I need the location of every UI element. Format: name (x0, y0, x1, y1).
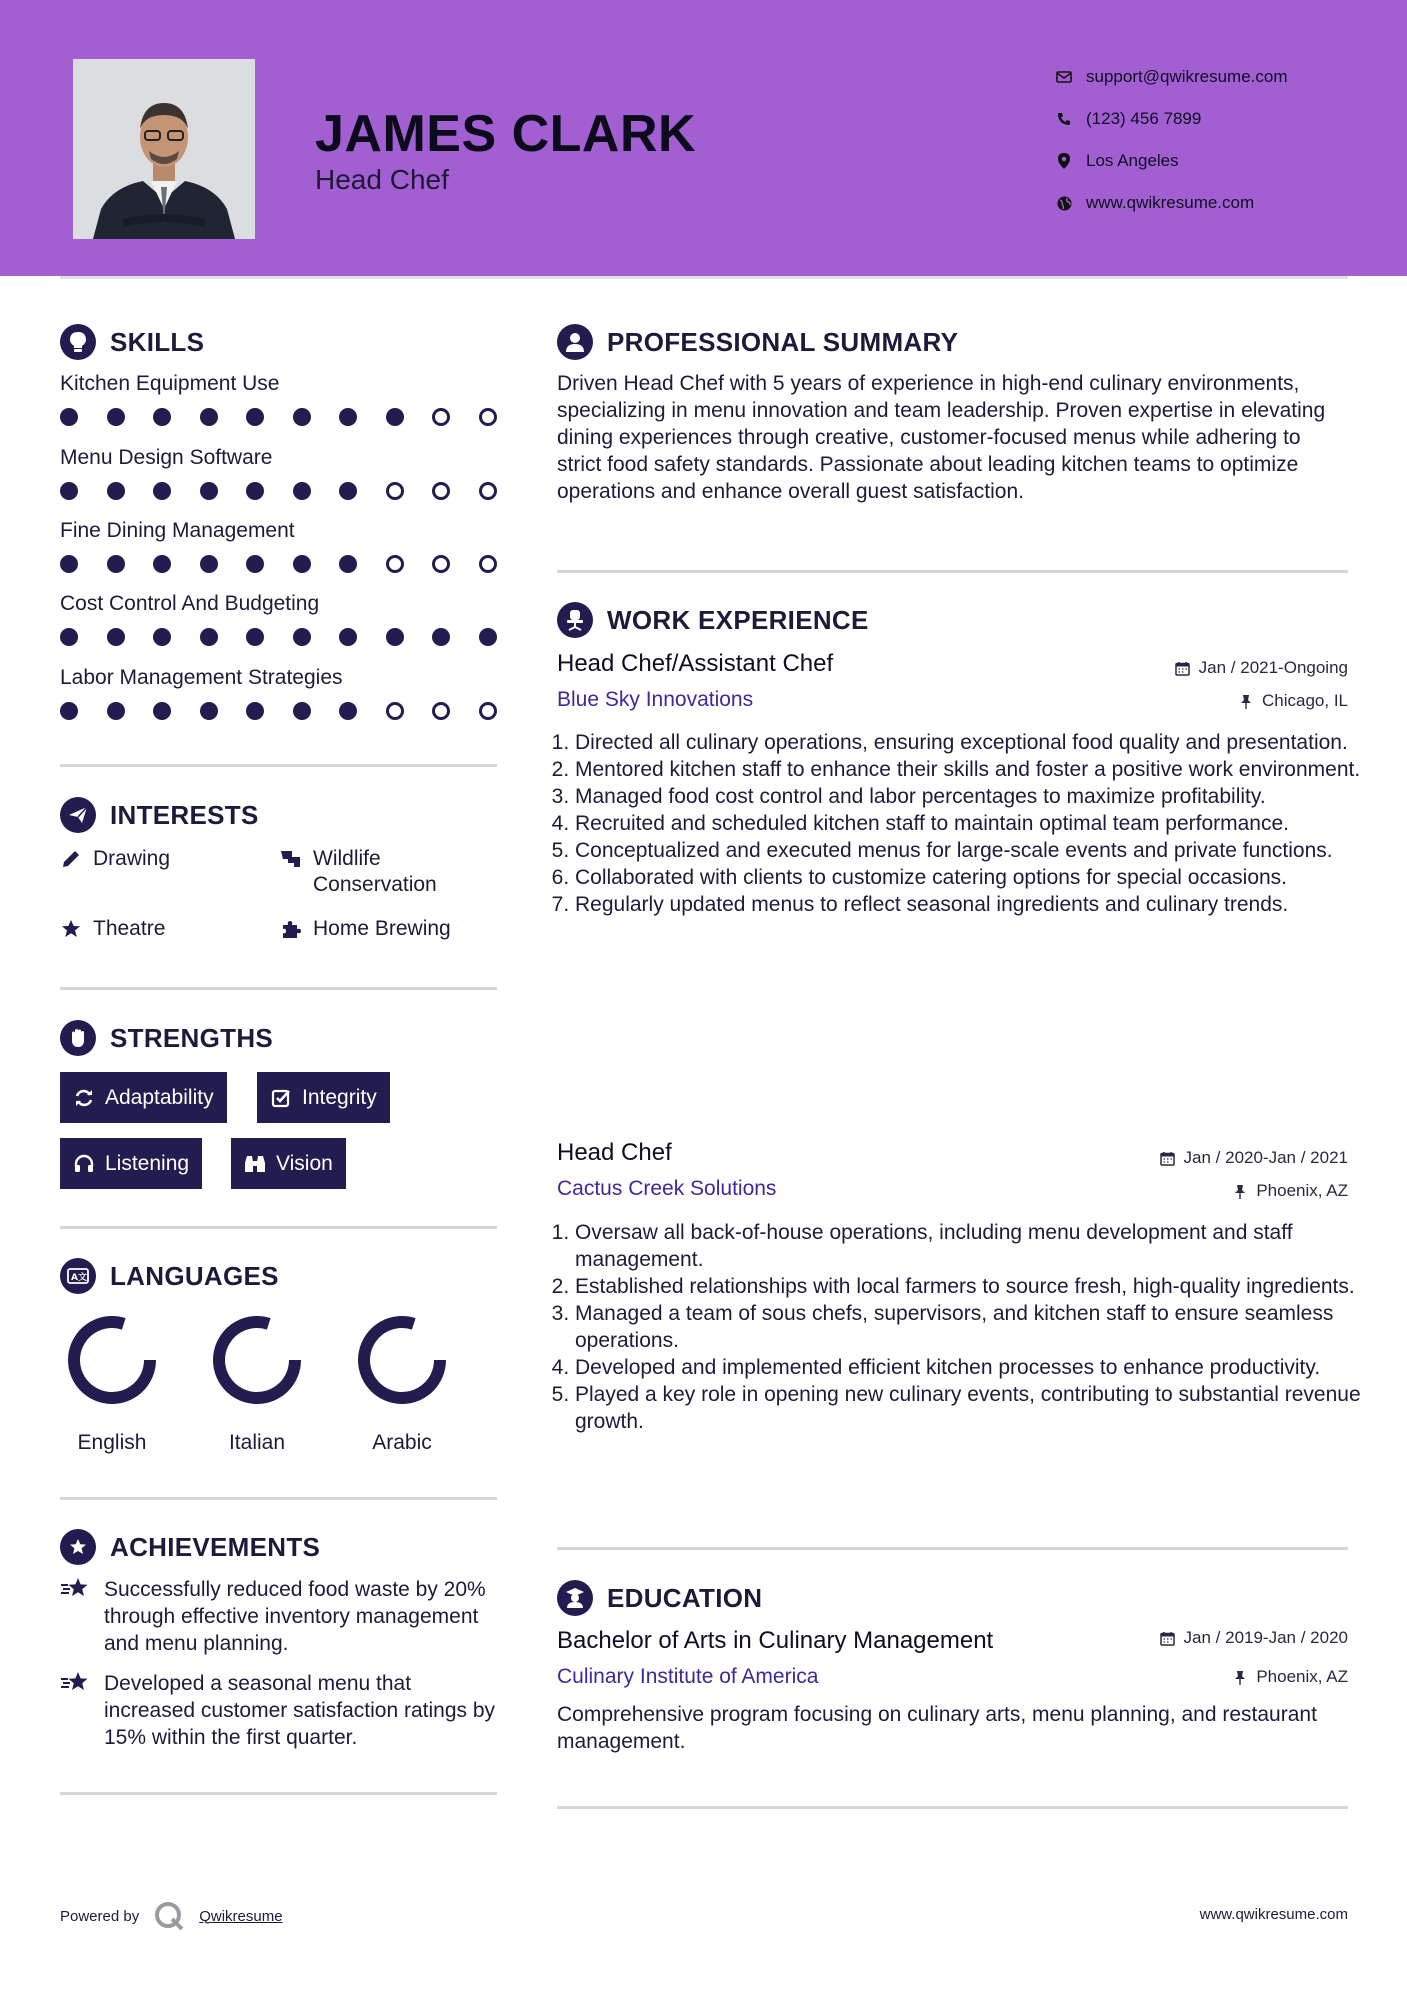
language-ring (62, 1310, 162, 1410)
job-dates (1160, 1148, 1348, 1168)
achievement-text: Developed a seasonal menu that increased customer satisfaction ratings by 15% within the first quarter. (104, 1672, 496, 1749)
education-dates-text: Jan / 2019-Jan / 2020 (1183, 1628, 1348, 1647)
rating-dot-filled (339, 555, 357, 573)
rating-dot-empty (432, 408, 450, 426)
rating-dot-filled (246, 702, 264, 720)
education-heading (557, 1580, 762, 1616)
summary-title: PROFESSIONAL SUMMARY (607, 326, 959, 357)
contact-phone[interactable] (1050, 98, 1288, 140)
strengths-heading (60, 1020, 273, 1056)
rating-dot-filled (293, 408, 311, 426)
language-level-arc (74, 1322, 150, 1398)
header-divider (60, 276, 1348, 279)
strengths-title: STRENGTHS (110, 1022, 274, 1053)
skill-label: Menu Design Software (60, 446, 273, 469)
duty-item: 6. Collaborated with clients to customize catering options for special occasions. (575, 864, 1365, 891)
achievement-item (60, 1670, 500, 1751)
skill-label: Cost Control And Budgeting (60, 592, 320, 615)
rating-dot-filled (107, 702, 125, 720)
job-duties (553, 1219, 1365, 1435)
rating-dot-filled (60, 408, 78, 426)
degree-title: Bachelor of Arts in Culinary Management (557, 1627, 994, 1654)
user-icon (557, 324, 593, 360)
refresh-icon (73, 1087, 95, 1109)
rating-dot-filled (386, 408, 404, 426)
education-dates (1160, 1628, 1348, 1648)
pushpin-icon (1232, 1183, 1248, 1199)
star-speed-icon (60, 1576, 92, 1602)
interest-label: Drawing (93, 847, 171, 870)
summary-text: Driven Head Chef with 5 years of experience in high-end culinary environments, specializing in menu innovation and team leadership. Proven expertise in elevating dining experiences through creative, customer-focused menus while adhering to strict food safety standards. Passionate about leading kitchen teams to optimize operations and enhance overall guest satisfaction. (557, 372, 1326, 503)
skill-rating (60, 408, 525, 426)
rating-dot-filled (107, 555, 125, 573)
rating-dot-filled (293, 555, 311, 573)
language-item (342, 1310, 462, 1455)
svg-text:A文: A文 (71, 1273, 87, 1283)
strength-label: Listening (105, 1151, 190, 1175)
rating-dot-filled (153, 702, 171, 720)
email-icon (1050, 67, 1078, 87)
skill-rating (60, 482, 525, 500)
rating-dot-filled (432, 628, 450, 646)
rating-dot-filled (246, 555, 264, 573)
job-location (1232, 1181, 1348, 1201)
interest-item (60, 916, 165, 942)
rating-dot-filled (339, 482, 357, 500)
section-divider (557, 1806, 1348, 1809)
skill-rating (60, 628, 525, 646)
contact-phone-text: (123) 456 7899 (1086, 109, 1202, 128)
wildlife-icon (280, 848, 302, 870)
section-divider (60, 1497, 497, 1500)
office-chair-icon (557, 602, 593, 638)
strength-label: Integrity (302, 1085, 377, 1109)
powered-by-text: Powered by (60, 1907, 140, 1925)
job-title: Head Chef/Assistant Chef (557, 650, 834, 677)
achievement-text: Successfully reduced food waste by 20% through effective inventory management and menu planning. (104, 1578, 486, 1655)
contact-list (1050, 56, 1288, 224)
duty-item: 4. Developed and implemented efficient kitchen processes to enhance productivity. (575, 1354, 1365, 1381)
language-level-arc (219, 1322, 295, 1398)
skill-rating (60, 555, 525, 573)
rating-dot-filled (153, 482, 171, 500)
puzzle-icon (280, 918, 302, 940)
job-company: Blue Sky Innovations (557, 688, 754, 711)
school-name: Culinary Institute of America (557, 1665, 819, 1688)
rating-dot-filled (200, 482, 218, 500)
achievements-title: ACHIEVEMENTS (110, 1531, 321, 1562)
binoculars-icon (244, 1153, 266, 1175)
education-location (1232, 1667, 1348, 1687)
language-item (197, 1310, 317, 1455)
section-divider (60, 1226, 497, 1229)
rating-dot-empty (386, 702, 404, 720)
rating-dot-filled (107, 482, 125, 500)
language-label: Arabic (372, 1431, 432, 1454)
job-location (1238, 691, 1348, 711)
brand-link[interactable]: Qwikresume (199, 1907, 283, 1925)
language-item (52, 1310, 172, 1455)
languages-title: LANGUAGES (110, 1260, 279, 1291)
pencil-icon (60, 848, 82, 870)
interest-item (280, 846, 480, 898)
phone-icon (1050, 109, 1078, 129)
rating-dot-filled (153, 408, 171, 426)
hand-icon (60, 1020, 96, 1056)
rating-dot-empty (386, 555, 404, 573)
languages-heading (60, 1258, 279, 1294)
duty-item: 3. Managed food cost control and labor percentages to maximize profitability. (575, 783, 1365, 810)
duty-item: 3. Managed a team of sous chefs, supervisors, and kitchen staff to ensure seamless operations. (575, 1300, 1365, 1354)
strength-tag (60, 1138, 202, 1189)
contact-location (1050, 140, 1288, 182)
rating-dot-filled (60, 482, 78, 500)
contact-location-text: Los Angeles (1086, 151, 1179, 170)
language-label: English (77, 1431, 147, 1454)
language-ring (352, 1310, 452, 1410)
skill-label: Labor Management Strategies (60, 666, 343, 689)
rating-dot-empty (432, 482, 450, 500)
section-divider (557, 570, 1348, 573)
pushpin-icon (1232, 1669, 1248, 1685)
contact-website[interactable] (1050, 182, 1288, 224)
strength-tag (60, 1072, 227, 1123)
rating-dot-empty (479, 555, 497, 573)
calendar-icon (1175, 660, 1191, 676)
rating-dot-filled (153, 628, 171, 646)
duty-item: 4. Recruited and scheduled kitchen staff to maintain optimal team performance. (575, 810, 1365, 837)
calendar-icon (1160, 1630, 1176, 1646)
rating-dot-empty (386, 482, 404, 500)
skills-heading (60, 324, 204, 360)
interest-label: Theatre (93, 917, 166, 940)
rating-dot-filled (200, 408, 218, 426)
star-icon (60, 918, 82, 940)
interest-item (60, 846, 170, 872)
language-level-arc (364, 1322, 440, 1398)
education-location-text: Phoenix, AZ (1256, 1667, 1348, 1686)
contact-website-text: www.qwikresume.com (1086, 193, 1255, 212)
calendar-icon (1160, 1150, 1176, 1166)
duty-item: 1. Oversaw all back-of-house operations, including menu development and staff management. (575, 1219, 1365, 1273)
contact-email[interactable] (1050, 56, 1288, 98)
rating-dot-filled (293, 628, 311, 646)
interest-item (280, 916, 451, 942)
rating-dot-filled (339, 628, 357, 646)
headphones-icon (73, 1153, 95, 1175)
rating-dot-empty (479, 408, 497, 426)
experience-heading (557, 602, 869, 638)
language-ring (207, 1310, 307, 1410)
star-speed-icon (60, 1670, 92, 1696)
rating-dot-filled (107, 628, 125, 646)
rating-dot-empty (479, 702, 497, 720)
language-label: Italian (228, 1431, 286, 1454)
rating-dot-filled (200, 628, 218, 646)
skill-rating (60, 702, 525, 720)
rating-dot-filled (479, 628, 497, 646)
job-dates (1175, 658, 1348, 678)
section-divider (557, 1547, 1348, 1550)
rating-dot-empty (432, 702, 450, 720)
duty-item: 5. Conceptualized and executed menus for large-scale events and private functions. (575, 837, 1365, 864)
rating-dot-filled (339, 702, 357, 720)
contact-email-text: support@qwikresume.com (1086, 67, 1288, 86)
job-dates-text: Jan / 2021-Ongoing (1198, 658, 1348, 677)
rating-dot-filled (107, 408, 125, 426)
skill-label: Kitchen Equipment Use (60, 372, 280, 395)
checkbox-icon (270, 1087, 292, 1109)
duty-item: 1. Directed all culinary operations, ensuring exceptional food quality and presentation. (575, 729, 1365, 756)
job-dates-text: Jan / 2020-Jan / 2021 (1183, 1148, 1348, 1167)
duty-item: 5. Played a key role in opening new culinary events, contributing to substantial revenue growth. (575, 1381, 1365, 1435)
rating-dot-filled (200, 702, 218, 720)
summary-heading (557, 324, 958, 360)
profile-photo (73, 59, 255, 239)
rating-dot-filled (60, 555, 78, 573)
job-location-text: Chicago, IL (1262, 691, 1348, 710)
job-location-text: Phoenix, AZ (1256, 1181, 1348, 1200)
lightbulb-icon (60, 324, 96, 360)
rating-dot-empty (479, 482, 497, 500)
rating-dot-filled (386, 628, 404, 646)
globe-icon (1050, 193, 1078, 213)
achievement-item (60, 1576, 500, 1657)
duty-item: 2. Established relationships with local farmers to source fresh, high-quality ingredients. (575, 1273, 1365, 1300)
graduate-icon (557, 1580, 593, 1616)
paper-plane-icon (60, 797, 96, 833)
candidate-name: JAMES CLARK (315, 105, 697, 163)
header-banner (0, 0, 1407, 276)
candidate-title: Head Chef (315, 164, 449, 195)
experience-title: WORK EXPERIENCE (607, 604, 869, 635)
map-pin-icon (1050, 151, 1078, 171)
section-divider (60, 1792, 497, 1795)
strength-label: Vision (276, 1151, 333, 1175)
interest-label: Home Brewing (313, 917, 451, 940)
duty-item: 7. Regularly updated menus to reflect seasonal ingredients and culinary trends. (575, 891, 1365, 918)
section-divider (60, 764, 497, 767)
rating-dot-filled (60, 628, 78, 646)
rating-dot-filled (246, 408, 264, 426)
skill-label: Fine Dining Management (60, 519, 295, 542)
interests-title: INTERESTS (110, 799, 259, 830)
job-title: Head Chef (557, 1139, 672, 1166)
strength-tag (231, 1138, 346, 1189)
education-title: EDUCATION (607, 1582, 763, 1613)
section-divider (60, 987, 497, 990)
strength-label: Adaptability (105, 1085, 214, 1109)
interests-heading (60, 797, 259, 833)
job-duties (553, 729, 1365, 918)
rating-dot-filled (153, 555, 171, 573)
skills-title: SKILLS (110, 326, 205, 357)
footer-powered-by (60, 1900, 283, 1932)
qwikresume-logo-icon (153, 1900, 185, 1932)
achievements-heading (60, 1529, 320, 1565)
rating-dot-filled (246, 628, 264, 646)
rating-dot-filled (200, 555, 218, 573)
footer-url[interactable]: www.qwikresume.com (1199, 1906, 1348, 1923)
language-icon (60, 1258, 96, 1294)
pushpin-icon (1238, 693, 1254, 709)
award-icon (60, 1529, 96, 1565)
duty-item: 2. Mentored kitchen staff to enhance their skills and foster a positive work environment. (575, 756, 1365, 783)
interest-label: Wildlife Conservation (313, 847, 437, 896)
rating-dot-filled (293, 702, 311, 720)
rating-dot-filled (293, 482, 311, 500)
rating-dot-filled (246, 482, 264, 500)
job-company: Cactus Creek Solutions (557, 1177, 777, 1200)
rating-dot-filled (339, 408, 357, 426)
rating-dot-filled (60, 702, 78, 720)
rating-dot-empty (432, 555, 450, 573)
strength-tag (257, 1072, 390, 1123)
education-description: Comprehensive program focusing on culinary arts, menu planning, and restaurant management. (557, 1703, 1317, 1753)
